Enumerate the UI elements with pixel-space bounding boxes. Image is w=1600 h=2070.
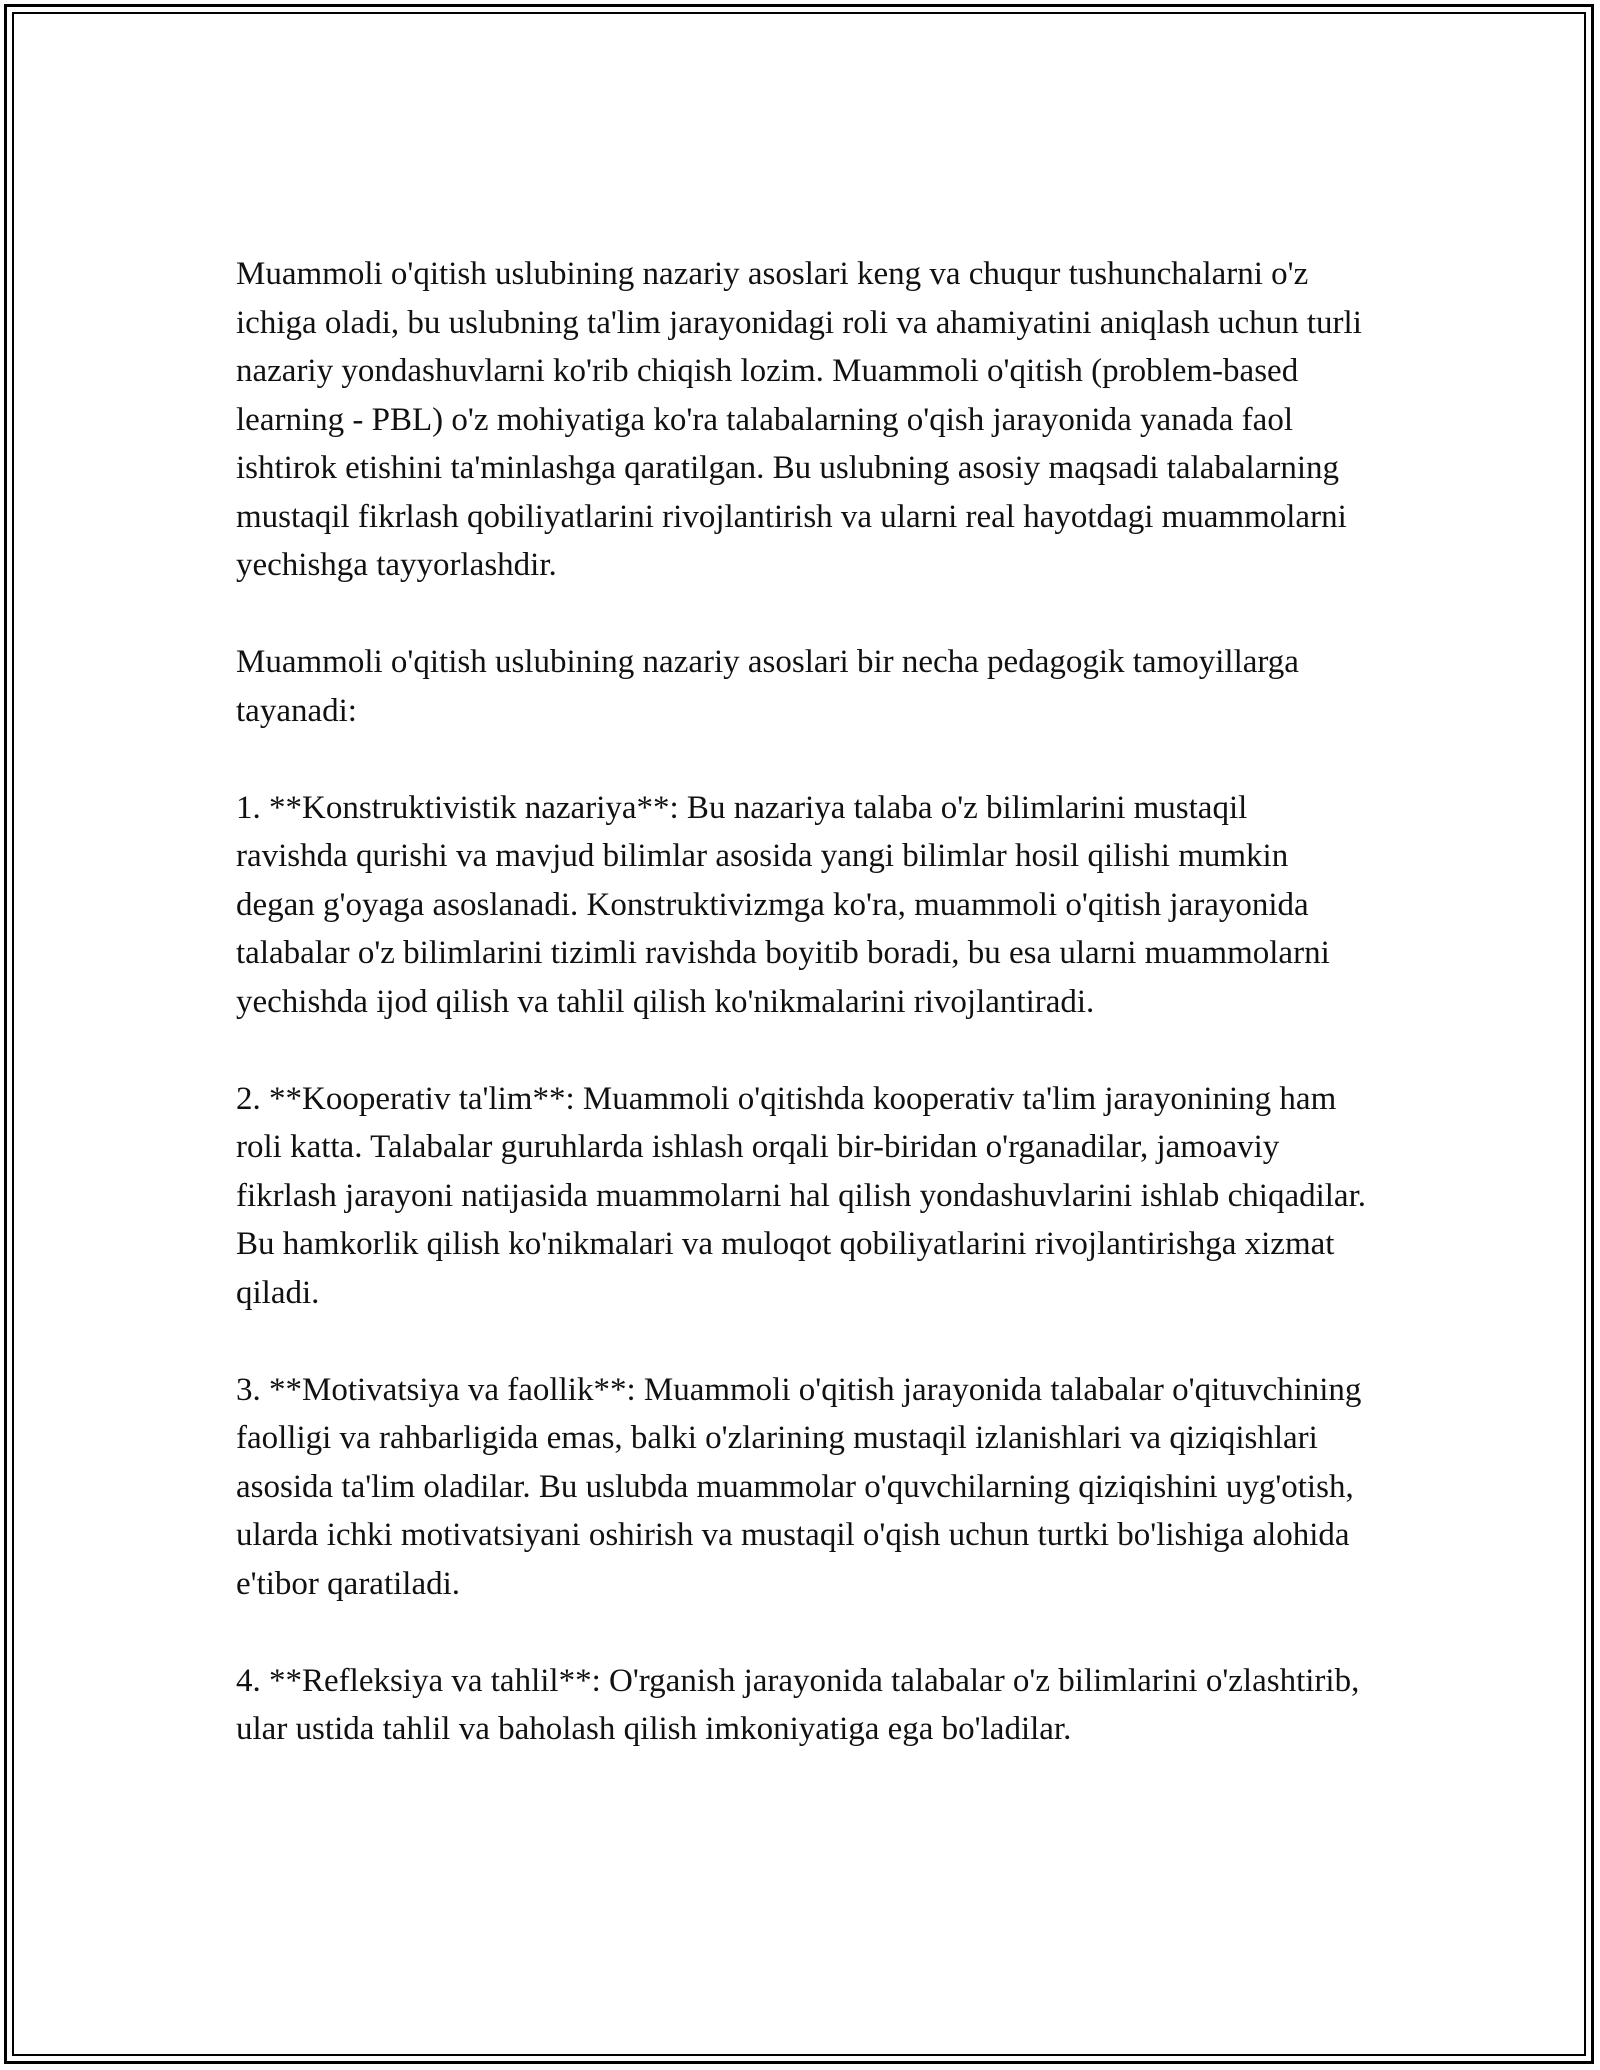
document-body [236,250,1366,1802]
list-item-motivation-activity: 3. **Motivatsiya va faollik**: Muammoli o'qitish jarayonida talabalar o'qituvchining faolligi va rahbarligida emas, balki o'zlarining mustaqil izlanishlari va qiziqishlari asosida ta'lim oladilar. Bu uslubda muammolar o'quvchilarning qiziqishini uyg'otish, ularda ichki motivatsiyani oshirish va mustaqil o'qish uchun turtki bo'lishiga alohida e'tibor qaratiladi. [236,1371,1362,1602]
paragraph-principles-lead: Muammoli o'qitish uslubining nazariy asoslari bir necha pedagogik tamoyillarga tayanadi: [236,644,1299,729]
list-item-constructivist-theory: 1. **Konstruktivistik nazariya**: Bu nazariya talaba o'z bilimlarini mustaqil ravishda qurishi va mavjud bilimlar asosida yangi bilimlar hosil qilishi mumkin degan g'oyaga asoslanadi. Konstruktivizmga ko'ra, muammoli o'qitish jarayonida talabalar o'z bilimlarini tizimli ravishda boyitib boradi, bu esa ularni muammolarni yechishda ijod qilish va tahlil qilish ko'nikmalarini rivojlantiradi. [236,789,1330,1020]
list-item-reflection-analysis: 4. **Refleksiya va tahlil**: O'rganish jarayonida talabalar o'z bilimlarini o'zlashtirib, ular ustida tahlil va baholash qilish imkoniyatiga ega bo'ladilar. [236,1662,1360,1747]
paragraph-intro: Muammoli o'qitish uslubining nazariy asoslari keng va chuqur tushunchalarni o'z ichiga oladi, bu uslubning ta'lim jarayonidagi roli va ahamiyatini aniqlash uchun turli nazariy yondashuvlarni ko'rib chiqish lozim. Muammoli o'qitish (problem-based learning - PBL) o'z mohiyatiga ko'ra talabalarning o'qish jarayonida yanada faol ishtirok etishini ta'minlashga qaratilgan. Bu uslubning asosiy maqsadi talabalarning mustaqil fikrlash qobiliyatlarini rivojlantirish va ularni real hayotdagi muammolarni yechishga tayyorlashdir. [236,256,1362,583]
list-item-cooperative-learning: 2. **Kooperativ ta'lim**: Muammoli o'qitishda kooperativ ta'lim jarayonining ham roli katta. Talabalar guruhlarda ishlash orqali bir-biridan o'rganadilar, jamoaviy fikrlash jarayoni natijasida muammolarni hal qilish yondashuvlarini ishlab chiqadilar. Bu hamkorlik qilish ko'nikmalari va muloqot qobiliyatlarini rivojlantirishga xizmat qiladi. [236,1080,1366,1311]
